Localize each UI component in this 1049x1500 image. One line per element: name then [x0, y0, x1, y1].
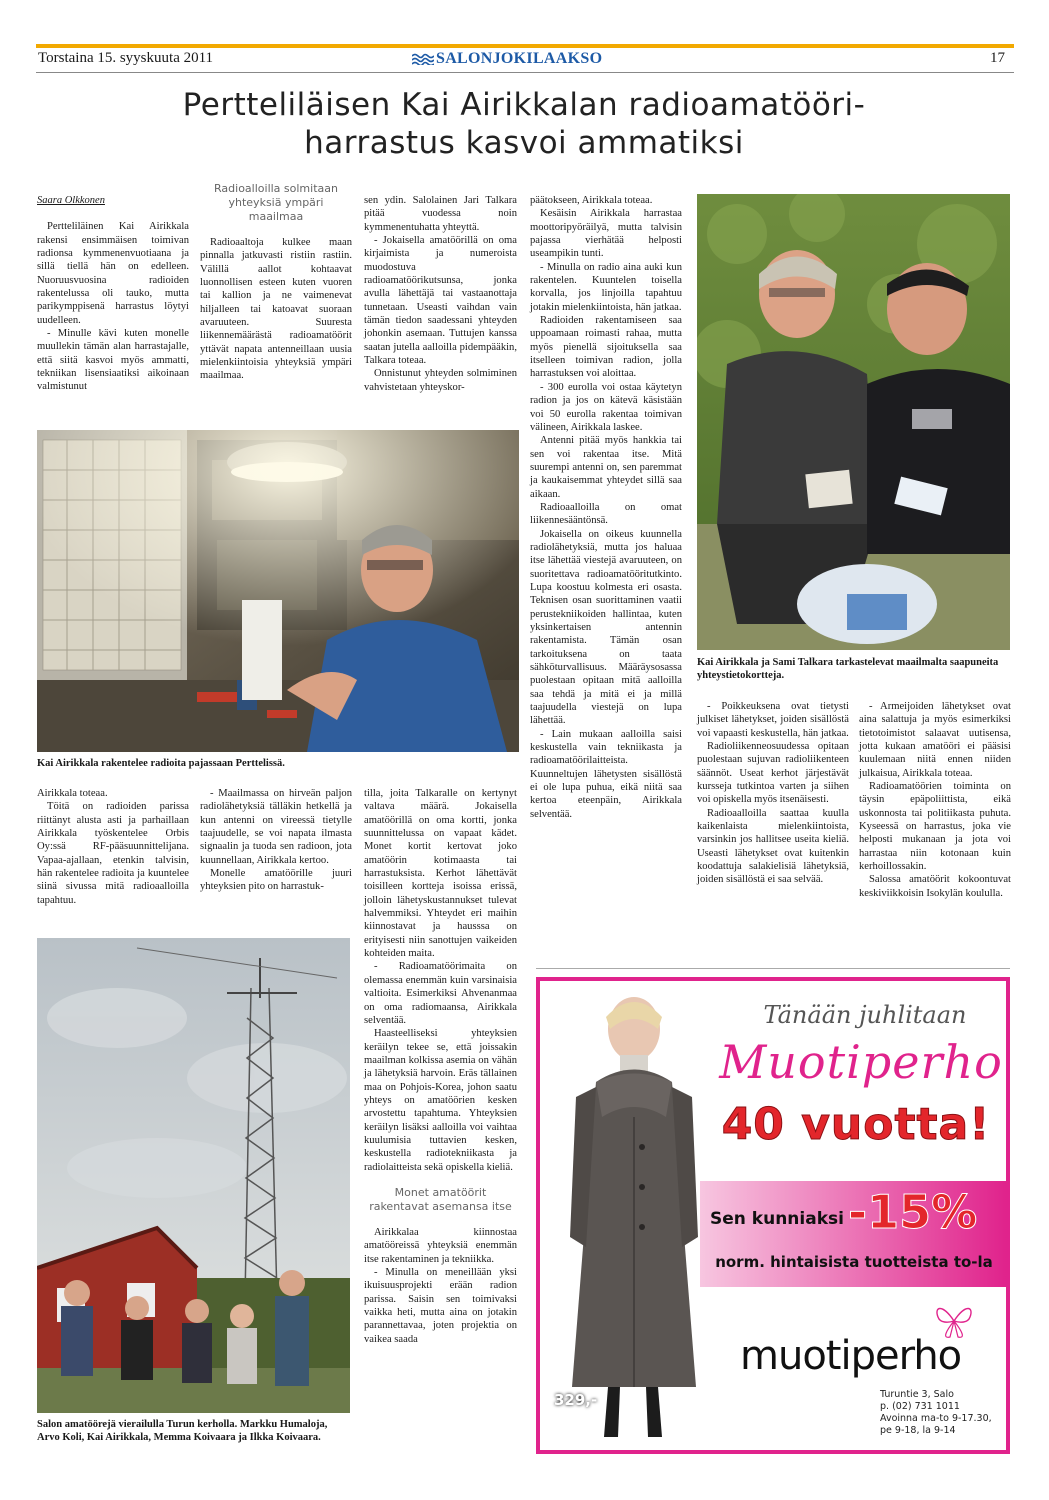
paragraph: Radioaalloilla on omat liikennesääntönsä. — [530, 501, 682, 527]
paragraph: - Minulla on radio aina auki kun rakentelen. Kuuntelen toisella korvalla, jos linjoilla tapahtuu jotakin mielenkiintoista, hän jatkaa. — [530, 261, 682, 313]
paragraph: - Minulla on meneillään yksi ikuisuusprojekti erään radion parissa. Saisin sen toimivaksi vaikka heti, mutta aina on jotakin parannettavaa, joten projektia on vaikea saada — [364, 1267, 517, 1345]
paragraph: sen ydin. Salolainen Jari Talkara pitää vuodessa noin kymmenentuhatta yhteyttä. — [364, 195, 517, 233]
subheading: Monet amatöörit rakentavat asemansa itse — [369, 1185, 512, 1213]
paragraph: Jokaisella on oikeus kuunnella radiolähetyksiä, mutta jos haluaa itse lähettää viestejä avaruuteen, on suoritettava radioamatööritutkinto. Lupa koostuu kolmesta eri osasta. Teknisen osan suorittaminen vaatii perustekniikoiden hallintaa, kuten yksinkertaisen antennin rakentamista. Tämän osan tarkoituksena on taata sähköturvallisuus. Määräysosassa puolestaan opitaan mitä aalloilla saa tehdä ja mitä ei ja millä taajuudella viestejä on lupa lähettää. — [530, 528, 682, 727]
paragraph: - Lain mukaan aalloilla saisi keskustella vain tekniikasta ja radioamatöörilaitteista. Kuunneltujen lähetysten sisällöstä ei ole lupa puhua, eikä niitä saa kertoa eteenpäin, Airikkala selventää. — [530, 728, 682, 820]
paragraph: päätokseen, Airikkala toteaa. — [530, 195, 653, 206]
photo-workshop[interactable] — [37, 430, 519, 752]
page-number: 17 — [990, 50, 1005, 66]
headline-line-2: harrastus kasvoi ammatiksi — [304, 125, 744, 161]
workshop-photo-illustration — [37, 430, 519, 752]
paragraph: Pertteliläinen Kai Airikkala rakensi ensimmäisen toimivan radionsa kymmenenvuotiaana ja sillä tiellä hän on edelleen. Nuoruusvuosina radioiden rakentelussa oli tauko, mutta parikymppisenä harrastus löytyi uudelleen. — [37, 221, 189, 326]
offer-terms: norm. hintaisista tuotteista to-la — [715, 1253, 993, 1271]
caption-qsl-photo: Kai Airikkala ja Sami Talkara tarkastelevat maailmalta saapuneita yhteystietokortteja. — [697, 657, 999, 681]
article-headline — [40, 86, 1008, 162]
byline: Saara Olkkonen — [37, 195, 105, 206]
ad-logo: muotiperho — [740, 1333, 962, 1379]
ad-phone: p. (02) 731 1011 — [880, 1401, 960, 1412]
logo-text: SALONJOKILAAKSO — [436, 50, 603, 67]
ad-tagline: Tänään juhlitaan — [763, 1001, 967, 1029]
offer-label: Sen kunniaksi — [710, 1209, 844, 1229]
ad-hours-1: Avoinna ma-to 9-17.30, — [880, 1413, 992, 1424]
paragraph: - Jokaisella amatöörillä on oma kirjaimista ja numeroista muodostuva radioamatöörikutsunsa, jonka avulla lähettäjä tai vastaanottaja tunnetaan. Useasti vaihdan vain tämän tiedon saadessani yhteyden johonkin asemaan. Tuttujen kanssa saatan jutella aalloilla pidempääkin, Talkara toteaa. — [364, 235, 517, 367]
paragraph: Airikkalaa kiinnostaa amatööreissä yhteyksiä enemmän itse rakentaminen ja tekniikka. — [364, 1226, 517, 1265]
paragraph: - Minulle kävi kuten monelle muullekin tämän alan harrastajalle, että siitä kasvoi myös ammatti, tekniikan lisensiaatiksi aikoinaan valmistunut — [37, 328, 189, 393]
paragraph: - Maailmassa on hirveän paljon radiolähetyksiä tälläkin hetkellä ja kun antenni on vireessä tietylle taajuudelle, se voi napata ilmasta signaalin ja tuoda sen radioon, jota kuunnellaan, Airikkala kertoo. — [200, 788, 352, 866]
column-2-lower — [200, 787, 352, 894]
waves-icon — [412, 53, 434, 65]
paragraph: Radioliikenneosuudessa opitaan puolestaan sujuvan radioliikenteen säännöt. Useat kerhot järjestävät kursseja tutkintoa varten ja siihen voi opiskella myös itsenäisesti. — [697, 741, 849, 806]
masthead-accent-bar — [36, 44, 1014, 48]
paragraph: - Armeijoiden lähetykset ovat aina salattuja ja myös esimerkiksi tietotoimistot salaavat uutisensa, jotta kukaan amatööri ei pääsisi kuulemaan niitä ennen niiden julkaisua, Airikkala toteaa. — [859, 701, 1011, 779]
paragraph: Haasteelliseksi yhteyksien keräilyn tekee se, että joissakin maailman kolkissa asemia on vähän ja lähetyksiä harvoin. Eräs tällainen maa on Pohjois-Korea, johon saatu yhteys on amatöörien kesken arvostettu tapahtuma. Yhteyksien keräilyn lisäksi aalloilla voi vaihtaa kuulumisia tuttavien kesken, keskustella radiotekniikasta ja radiolaitteista sekä opiskella kieliä. — [364, 1028, 517, 1173]
coat-model-image — [546, 987, 726, 1449]
ad-offer-band — [700, 1181, 1006, 1287]
headline-line-1: Pertteliläisen Kai Airikkalan radioamatööri- — [182, 87, 866, 123]
paragraph: Kesäisin Airikkala harrastaa moottoripyöräilyä, mutta talvisin pajassa vierhätää helposti useampikin tunti. — [530, 208, 682, 260]
column-2 — [200, 182, 352, 383]
subheading: Radioalloilla solmitaan yhteyksiä ympäri maailmaa — [214, 182, 338, 223]
header-divider — [36, 72, 1014, 73]
paragraph: Radioaaltoja kulkee maan pinnalla jatkuvasti ristiin rastiin. Välillä aallot kohtaavat luonnollisen esteen kuten vuoren tai kallion ja ne vaimenevat hiljalleen tai katoavat suoraan avaruuteen. Suuresta liikennemäärästä radioamatöörit yttävät napata antenneillaan uusia mielenkiintoisia yhteyksiä ympäri maailmaa. — [200, 237, 352, 382]
newspaper-logo[interactable] — [412, 50, 602, 68]
qsl-photo-illustration — [697, 194, 1010, 650]
column-1-lower — [37, 787, 189, 907]
caption-antenna-photo: Salon amatöörejä vierailulla Turun kerholla. Markku Humaloja, Arvo Koli, Kai Airikkala, Memma Koivaara ja Ilkka Koivaara. — [37, 1419, 328, 1443]
advertisement-muotiperho[interactable] — [536, 977, 1010, 1454]
column-6 — [859, 700, 1011, 900]
ad-brand-script: Muotiperho — [719, 1035, 1003, 1089]
antenna-photo-illustration — [37, 938, 350, 1413]
photo-qsl-cards[interactable] — [697, 194, 1010, 650]
column-3 — [364, 194, 517, 394]
paragraph: Onnistunut yhteyden solmiminen vahvistetaan yhteyskor- — [364, 368, 517, 393]
ad-separator — [536, 968, 1010, 969]
paragraph: Antenni pitää myös hankkia tai sen voi rakentaa itse. Mitä suurempi antenni on, sen paremmat ja kaukaisemmat yhteydet sillä saa aikaan. — [530, 435, 682, 500]
paragraph: tilla, joita Talkaralle on kertynyt valtava määrä. Jokaisella amatöörillä on oma kortti, jonka suunnittelussa on vapaat kädet. Monet kortit kertovat joko amatöörin kotimaasta tai harrastuksista. Kerhot lähettävät toisilleen kortteja isoissa erissä, jolloin lähetyskustannukset tulevat halvemmiksi. Yhteydet eri maihin kiinnostavat ja hausssa on erityisesti niin sanottujen vaikeiden kohteiden maita. — [364, 788, 517, 960]
caption-workshop-photo: Kai Airikkala rakentelee radioita pajassaan Perttelissä. — [37, 758, 285, 769]
paragraph: Salossa amatöörit kokoontuvat keskiviikkoisin Isokylän koululla. — [859, 874, 1011, 899]
paragraph: - 300 eurolla voi ostaa käytetyn radion ja jos on kätevä käsistään voi 50 eurolla rakentaa toimivan välineen, Airikkala laskee. — [530, 381, 682, 433]
photo-antenna-visit[interactable] — [37, 938, 350, 1413]
column-4 — [530, 194, 682, 821]
column-1 — [37, 194, 189, 394]
price-tag: 329,- — [554, 1391, 598, 1409]
ad-contact — [880, 1389, 992, 1437]
ad-hours-2: pe 9-18, la 9-14 — [880, 1425, 956, 1436]
paragraph: - Radioamatöörimaita on olemassa enemmän kuin varsinaisia valtioita. Esimerkiksi Ahvenanmaa on oma radiomaansa, Airikkala selventää. — [364, 961, 517, 1026]
paragraph: - Poikkeuksena ovat tietysti julkiset lähetykset, joiden sisällöstä voi vapaasti keskustella, hän jatkaa. — [697, 701, 849, 739]
paragraph: Radioamatöörien toiminta on täysin epäpoliittista, eikä uskonnosta tai politiikasta puhuta. Kyseessä on harrastus, joka vie helposti mukanaan ja jota voi harrastaa niin kotonaan kuin kerhoillossakin. — [859, 781, 1011, 873]
ad-spacer — [736, 1299, 936, 1301]
ad-address: Turuntie 3, Salo — [880, 1389, 954, 1400]
paragraph: Radioaalloilla saattaa kuulla kaikenlaista mielenkiintoista, varsinkin jos hallitsee useita kieliä. Useasti lähetykset ovat kuitenkin koodattuja salakielisiä lähetyksiä, joiden sisällöstä ei saa selvää. — [697, 807, 849, 886]
offer-discount: -15% — [848, 1185, 978, 1239]
column-5 — [697, 700, 849, 887]
paragraph: Töitä on radioiden parissa riittänyt alusta asti ja parhaillaan Airikkala työskentelee Orbis Oy:ssä RF-pääsuunnittelijana. Vapaa-ajallaan, etenkin talvisin, hän rakentelee radioita ja kuuntelee siinä sivussa mitä radioaalloilla tapahtuu. — [37, 801, 189, 906]
paragraph: Radioiden rakentamiseen saa uppoamaan roimasti rahaa, mutta myös pienellä sijoituksella saa itselleen toimivan radion, jolla harrastuksen voi aloittaa. — [530, 315, 682, 380]
paragraph: Monelle amatöörille juuri yhteyksien pito on harrastuk- — [200, 868, 352, 893]
ad-anniversary: 40 vuotta! — [721, 1099, 991, 1150]
paragraph: Airikkala toteaa. — [37, 788, 108, 799]
issue-date: Torstaina 15. syyskuuta 2011 — [38, 50, 214, 66]
column-3-lower — [364, 787, 517, 1346]
